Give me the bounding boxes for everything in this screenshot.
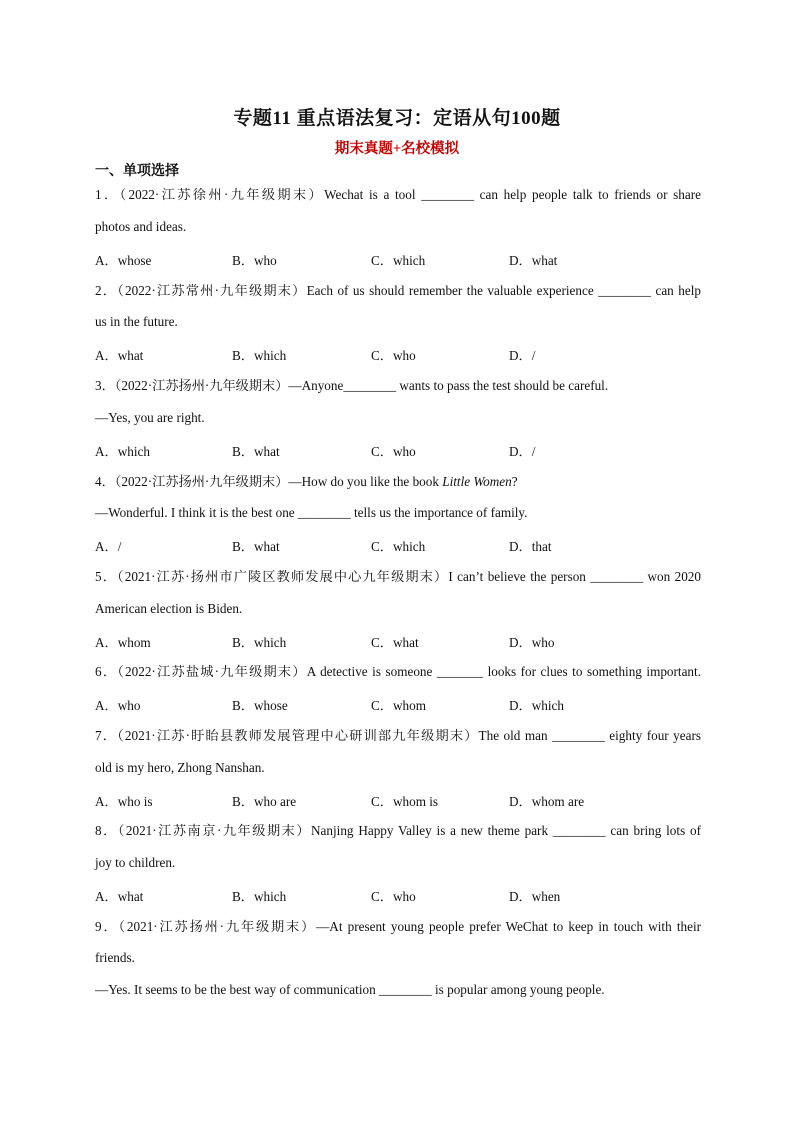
- question-8-options: [95, 886, 701, 904]
- book-title: Little Women: [442, 474, 512, 489]
- question-4-mark: ?: [511, 474, 518, 489]
- option-c: C．who: [371, 889, 416, 904]
- option-b: B．which: [232, 348, 287, 363]
- question-9-line-2: friends.: [95, 950, 135, 965]
- option-b: B．which: [232, 635, 287, 650]
- question-8-line-1: 8．（2021·江苏南京·九年级期末）Nanjing Happy Valley is a new theme park ________ can bring lots of: [95, 823, 701, 838]
- question-2-line-1: 2．（2022·江苏常州·九年级期末）Each of us should remember the valuable experience ________ can help: [95, 283, 701, 298]
- question-9-line-3: —Yes. It seems to be the best way of communication ________ is popular among young people.: [95, 982, 605, 997]
- option-b: B．who are: [232, 794, 297, 809]
- option-b: B．who: [232, 253, 277, 268]
- question-3-options: [95, 441, 701, 459]
- question-1-line-1: 1．（2022·江苏徐州·九年级期末）Wechat is a tool ________ can help people talk to friends or share: [95, 187, 701, 202]
- question-3-line-1: 3．（2022·江苏扬州·九年级期末）—Anyone________ wants to pass the test should be careful.: [95, 378, 609, 393]
- option-b: B．what: [232, 444, 280, 459]
- option-b: B．whose: [232, 698, 288, 713]
- question-9-line-1: 9．（2021·江苏扬州·九年级期末）—At present young people prefer WeChat to keep in touch with their: [95, 919, 701, 934]
- option-c: C．what: [371, 635, 419, 650]
- option-a: A．which: [95, 444, 150, 459]
- question-6-line-1: 6．（2022·江苏盐城·九年级期末）A detective is someone _______ looks for clues to something important.: [95, 664, 701, 679]
- option-c: C．whom: [371, 698, 426, 713]
- question-6-options: [95, 695, 701, 713]
- option-a: A．what: [95, 889, 144, 904]
- option-d: D．when: [509, 889, 561, 904]
- question-4-options: [95, 536, 701, 554]
- option-c: C．who: [371, 444, 416, 459]
- option-d: D．which: [509, 698, 564, 713]
- question-8-line-2: joy to children.: [95, 855, 176, 870]
- option-c: C．which: [371, 253, 426, 268]
- question-2-line-2: us in the future.: [95, 314, 178, 329]
- page-title: 专题11 重点语法复习：定语从句100题: [233, 108, 561, 129]
- option-a: A．who is: [95, 794, 153, 809]
- question-4-stem: 4．（2022·江苏扬州·九年级期末）—How do you like the book: [95, 474, 443, 489]
- option-c: C．whom is: [371, 794, 439, 809]
- option-d: D．what: [509, 253, 558, 268]
- option-b: B．which: [232, 889, 287, 904]
- option-a: A．/: [95, 539, 122, 554]
- section-heading: 一、单项选择: [95, 164, 179, 179]
- option-a: A．who: [95, 698, 141, 713]
- question-5-line-2: American election is Biden.: [95, 601, 243, 616]
- page-subtitle: 期末真题+名校模拟: [334, 141, 460, 157]
- question-1-line-2: photos and ideas.: [95, 219, 187, 234]
- question-7-line-1: 7．（2021·江苏·盱眙县教师发展管理中心研训部九年级期末）The old man ________ eighty four years: [95, 728, 701, 743]
- option-d: D．whom are: [509, 794, 585, 809]
- question-1-options: [95, 250, 701, 268]
- question-5-line-1: 5．（2021·江苏·扬州市广陵区教师发展中心九年级期末）I can’t believe the person ________ won 2020: [95, 569, 701, 584]
- option-a: A．whose: [95, 253, 152, 268]
- option-c: C．which: [371, 539, 426, 554]
- option-b: B．what: [232, 539, 280, 554]
- option-a: A．whom: [95, 635, 151, 650]
- option-d: D．that: [509, 539, 552, 554]
- question-7-line-2: old is my hero, Zhong Nanshan.: [95, 760, 265, 775]
- option-d: D．who: [509, 635, 555, 650]
- question-4-line-1: [95, 473, 701, 491]
- question-4-line-2: —Wonderful. I think it is the best one ________ tells us the importance of family.: [95, 505, 528, 520]
- option-d: D．/: [509, 348, 536, 363]
- question-7-options: [95, 791, 701, 809]
- option-a: A．what: [95, 348, 144, 363]
- option-d: D．/: [509, 444, 536, 459]
- question-3-line-2: —Yes, you are right.: [95, 410, 205, 425]
- question-5-options: [95, 632, 701, 650]
- question-2-options: [95, 345, 701, 363]
- option-c: C．who: [371, 348, 416, 363]
